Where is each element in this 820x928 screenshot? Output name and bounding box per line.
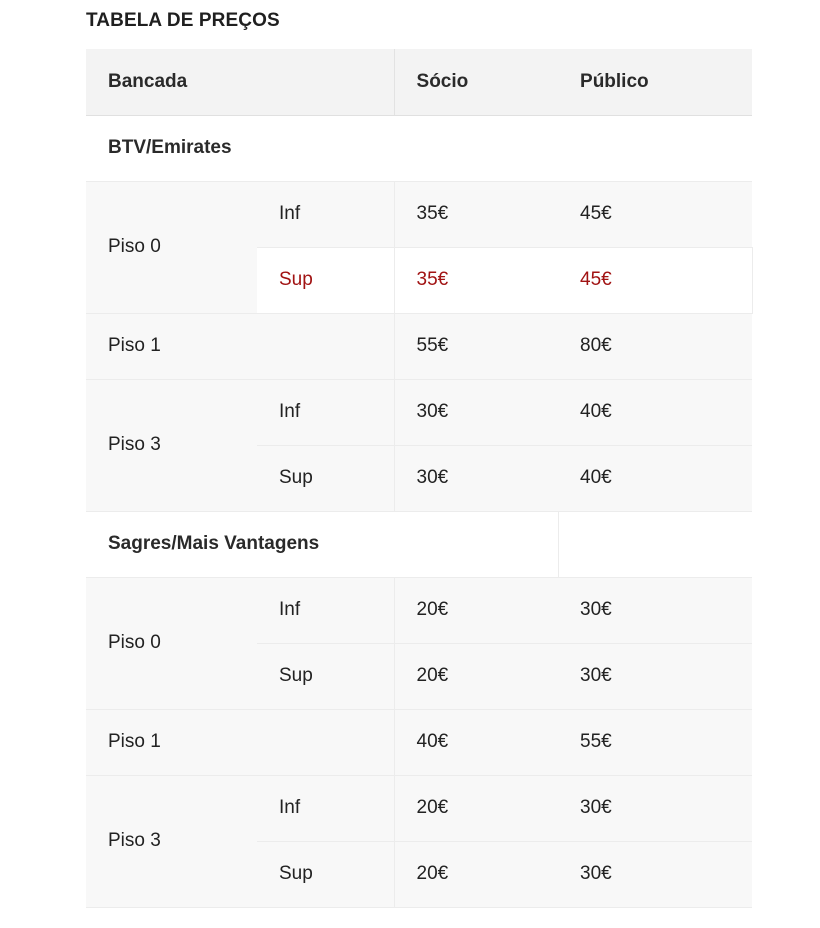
floor-name: Piso 1: [86, 709, 257, 775]
price-socio: 35€: [394, 247, 558, 313]
level-name: [257, 313, 394, 379]
price-socio: 30€: [394, 445, 558, 511]
price-table: [86, 49, 753, 908]
price-socio: 20€: [394, 841, 558, 907]
table-row: [86, 313, 752, 379]
level-name: Inf: [257, 181, 394, 247]
price-publico: 80€: [558, 313, 752, 379]
level-name: Inf: [257, 775, 394, 841]
price-socio: 35€: [394, 181, 558, 247]
floor-name: Piso 1: [86, 313, 257, 379]
table-row: [86, 775, 752, 841]
price-publico: 30€: [558, 643, 752, 709]
price-socio: 40€: [394, 709, 558, 775]
table-row: [86, 709, 752, 775]
price-publico: 45€: [558, 181, 752, 247]
floor-name: Piso 0: [86, 577, 257, 709]
level-name: Sup: [257, 247, 394, 313]
table-header-row: [86, 49, 752, 115]
level-name: Inf: [257, 379, 394, 445]
price-socio: 20€: [394, 643, 558, 709]
page-title: TABELA DE PREÇOS: [86, 10, 280, 31]
column-header-socio: Sócio: [394, 49, 558, 115]
price-publico: 40€: [558, 445, 752, 511]
level-name: Sup: [257, 643, 394, 709]
level-name: Inf: [257, 577, 394, 643]
price-socio: 20€: [394, 775, 558, 841]
price-publico: 30€: [558, 577, 752, 643]
price-publico: 30€: [558, 841, 752, 907]
section-spacer: [558, 511, 752, 577]
level-name: Sup: [257, 841, 394, 907]
price-publico: 30€: [558, 775, 752, 841]
floor-name: Piso 3: [86, 379, 257, 511]
column-header-bancada: Bancada: [86, 49, 394, 115]
price-publico: 45€: [558, 247, 752, 313]
section-row: [86, 511, 752, 577]
price-socio: 30€: [394, 379, 558, 445]
level-name: [257, 709, 394, 775]
price-socio: 55€: [394, 313, 558, 379]
floor-name: Piso 0: [86, 181, 257, 313]
table-row: [86, 577, 752, 643]
section-row: [86, 115, 752, 181]
column-header-publico: Público: [558, 49, 752, 115]
section-name: Sagres/Mais Vantagens: [86, 511, 558, 577]
section-name: BTV/Emirates: [86, 115, 752, 181]
price-publico: 55€: [558, 709, 752, 775]
price-socio: 20€: [394, 577, 558, 643]
table-row: [86, 379, 752, 445]
price-publico: 40€: [558, 379, 752, 445]
level-name: Sup: [257, 445, 394, 511]
table-row: [86, 181, 752, 247]
floor-name: Piso 3: [86, 775, 257, 907]
